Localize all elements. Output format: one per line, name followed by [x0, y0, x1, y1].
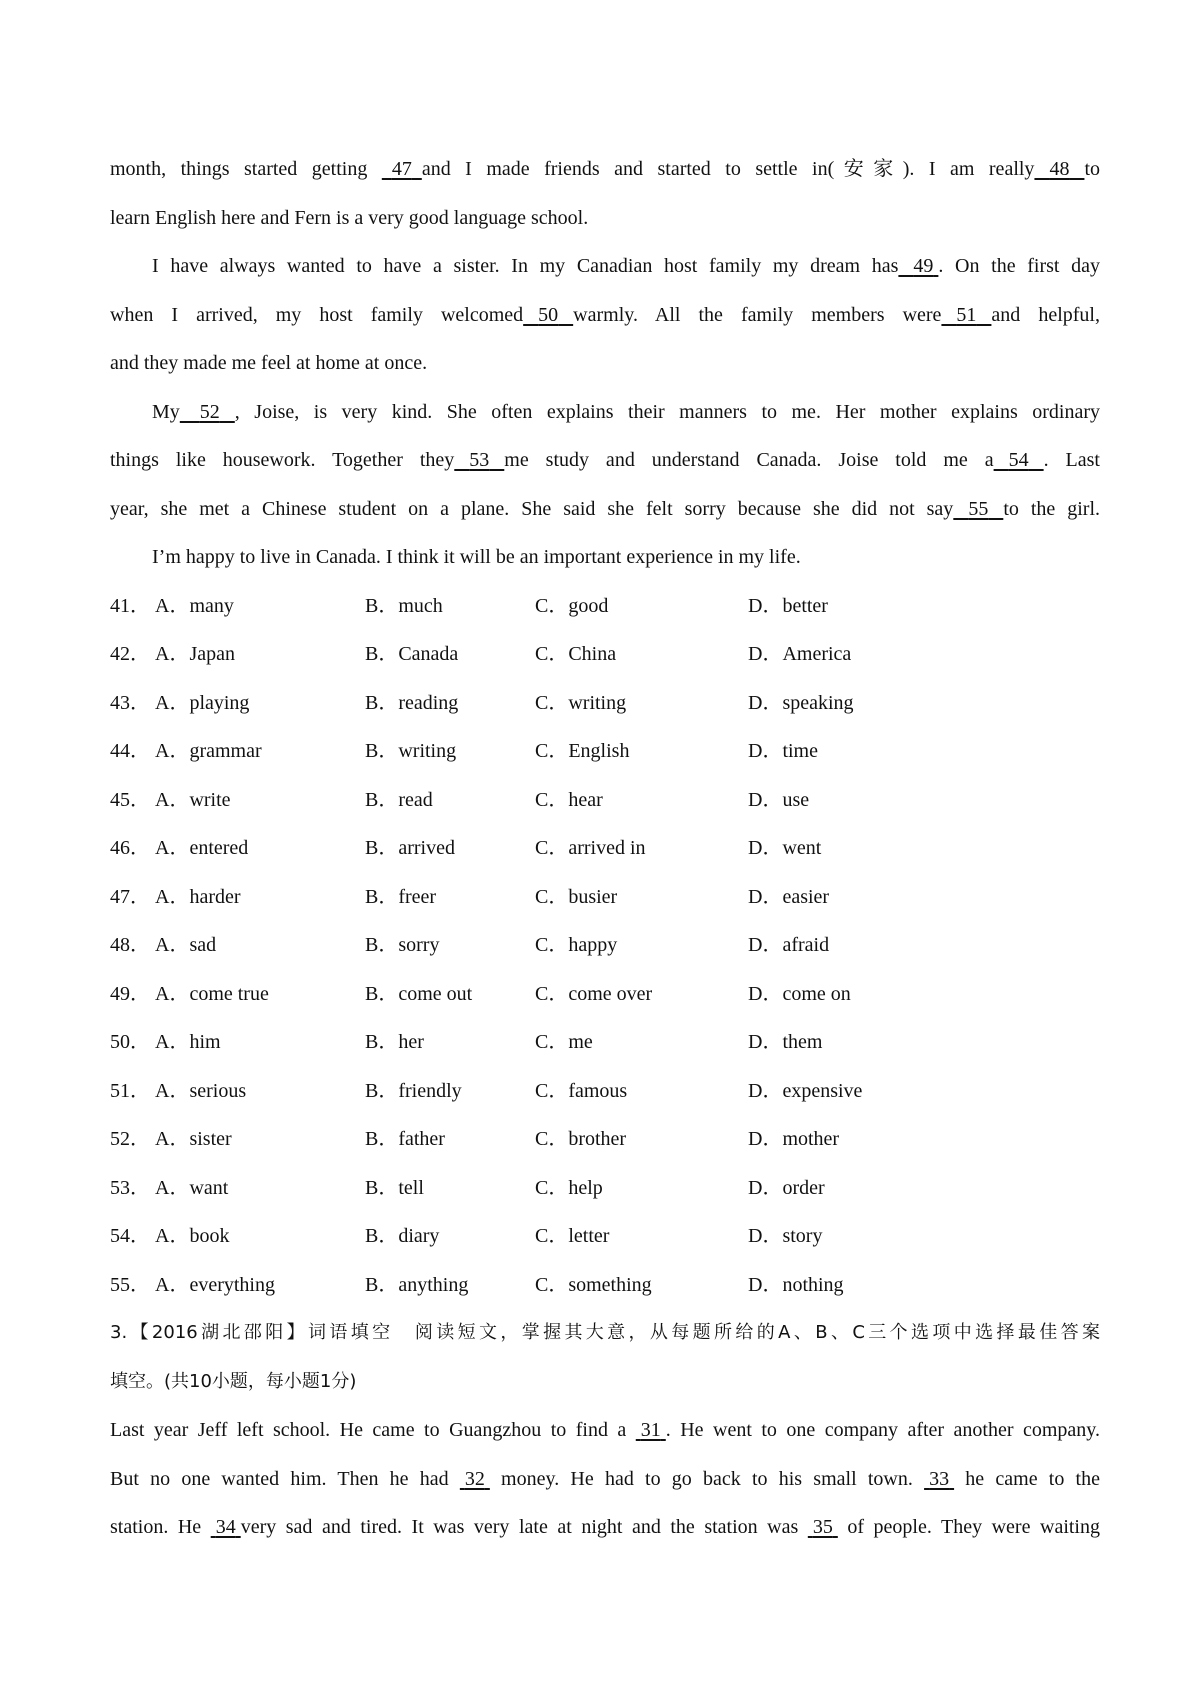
passage-line	[110, 1508, 1100, 1557]
option-row	[110, 1169, 1100, 1218]
text: to	[1084, 158, 1100, 180]
option-b: B．reading	[365, 691, 459, 714]
text: , Joise, is very kind. She often explains their manners to me. Her mother explains ordinary	[234, 400, 1100, 423]
question-number: 42．	[110, 643, 150, 665]
option-a: A．Japan	[155, 643, 235, 665]
option-c: C．arrived in	[535, 837, 646, 859]
option-a: A．want	[155, 1176, 229, 1199]
option-d: D．nothing	[748, 1273, 844, 1296]
question-number: 50．	[110, 1031, 150, 1053]
question-number: 49．	[110, 982, 150, 1005]
blank: 54	[1008, 449, 1029, 471]
option-row	[110, 1217, 1100, 1266]
option-row	[110, 1266, 1100, 1315]
text: . He went to one company after another company.	[665, 1419, 1100, 1441]
option-a: A．serious	[155, 1079, 247, 1102]
option-d: D．speaking	[748, 691, 854, 714]
text: year, she met a Chinese student on a plane. She said she felt sorry because she did not say	[110, 497, 954, 520]
option-d: D．expensive	[748, 1079, 863, 1102]
text: and they made me feel at home at once.	[110, 352, 428, 374]
text: me study and understand Canada. Joise told me a	[504, 449, 994, 471]
option-row	[110, 1120, 1100, 1169]
option-row	[110, 878, 1100, 927]
option-d: D．mother	[748, 1128, 840, 1150]
option-d: D．story	[748, 1225, 823, 1247]
option-d: D．them	[748, 1031, 823, 1053]
text: I have always wanted to have a sister. In my Canadian host family my dream has	[152, 255, 899, 277]
blank: 34	[215, 1516, 236, 1538]
option-d: D．time	[748, 740, 818, 762]
blank: 48	[1049, 158, 1070, 180]
section-heading: 3.【2016湖北邵阳】词语填空 阅读短文，掌握其大意，从每题所给的A、B、C三个选项中选择最佳答案	[110, 1322, 1100, 1343]
option-a: A．everything	[155, 1273, 275, 1296]
section-heading-continued: 填空。(共10小题，每小题1分)	[110, 1370, 357, 1392]
text: But no one wanted him. Then he had	[110, 1467, 460, 1490]
option-row	[110, 829, 1100, 878]
option-row	[110, 587, 1100, 636]
text: month, things started getting	[110, 158, 382, 180]
passage-line	[110, 344, 1100, 393]
question-number: 46．	[110, 837, 150, 859]
text: of people. They were waiting	[837, 1516, 1100, 1538]
text: . Last	[1043, 449, 1100, 471]
passage-line	[110, 538, 1100, 587]
question-number: 43．	[110, 691, 150, 714]
text: station. He	[110, 1516, 211, 1538]
option-b: B．come out	[365, 982, 473, 1005]
blank: 53	[469, 449, 490, 471]
passage-line	[110, 296, 1100, 345]
passage-line	[110, 393, 1100, 442]
option-c: C．busier	[535, 885, 618, 908]
text: My	[152, 400, 180, 423]
text: learn English here and Fern is a very good language school.	[110, 206, 589, 229]
text: to the girl.	[1003, 497, 1101, 520]
options-list	[110, 587, 1100, 1315]
option-a: A．playing	[155, 691, 250, 714]
option-d: D．order	[748, 1176, 825, 1199]
question-number: 55．	[110, 1273, 150, 1296]
option-c: C．happy	[535, 934, 618, 956]
blank: 52	[199, 400, 220, 423]
text: warmly. All the family members were	[573, 303, 942, 326]
option-c: C．writing	[535, 691, 627, 714]
option-b: B．freer	[365, 885, 437, 908]
blank: 32	[464, 1467, 485, 1490]
option-c: C．English	[535, 740, 630, 762]
text: very sad and tired. It was very late at night and the station was	[240, 1516, 808, 1538]
blank: 49	[913, 255, 934, 277]
option-d: D．America	[748, 643, 852, 665]
option-row	[110, 684, 1100, 733]
option-c: C．help	[535, 1176, 603, 1199]
passage-line	[110, 247, 1100, 296]
option-c: C．China	[535, 643, 617, 665]
passage-line	[110, 1460, 1100, 1509]
question-number: 52．	[110, 1128, 150, 1150]
option-a: A．grammar	[155, 740, 262, 762]
text: when I arrived, my host family welcomed	[110, 303, 524, 326]
blank: 50	[538, 303, 559, 326]
option-a: A．sad	[155, 934, 217, 956]
question-number: 44．	[110, 740, 150, 762]
text: things like housework. Together they	[110, 449, 455, 471]
blank: 31	[640, 1419, 661, 1441]
text: he came to the	[954, 1467, 1100, 1490]
text: . On the first day	[938, 255, 1100, 277]
blank: 51	[956, 303, 977, 326]
option-d: D．afraid	[748, 934, 830, 956]
passage-line	[110, 199, 1100, 248]
option-c: C．brother	[535, 1128, 627, 1150]
option-row	[110, 1023, 1100, 1072]
option-d: D．went	[748, 837, 822, 859]
blank: 55	[968, 497, 989, 520]
option-a: A．entered	[155, 837, 249, 859]
option-b: B．diary	[365, 1225, 440, 1247]
option-row	[110, 975, 1100, 1024]
blank: 35	[812, 1516, 833, 1538]
question-number: 45．	[110, 788, 150, 811]
option-c: C．me	[535, 1031, 593, 1053]
option-b: B．sorry	[365, 934, 440, 956]
text: and I made friends and started to settle in(安家). I am really	[421, 158, 1035, 180]
text: Last year Jeff left school. He came to Guangzhou to find a	[110, 1419, 636, 1441]
question-number: 41．	[110, 594, 150, 617]
option-row	[110, 732, 1100, 781]
question-number: 47．	[110, 885, 150, 908]
option-a: A．many	[155, 594, 234, 617]
option-row	[110, 926, 1100, 975]
option-d: D．use	[748, 788, 810, 811]
blank: 33	[929, 1467, 950, 1490]
option-c: C．letter	[535, 1225, 610, 1247]
question-number: 48．	[110, 934, 150, 956]
option-c: C．come over	[535, 982, 653, 1005]
option-b: B．writing	[365, 740, 457, 762]
option-d: D．better	[748, 594, 828, 617]
blank: 47	[391, 158, 412, 180]
option-c: C．something	[535, 1273, 652, 1296]
option-b: B．Canada	[365, 643, 459, 665]
option-row	[110, 635, 1100, 684]
option-a: A．come true	[155, 982, 269, 1005]
passage	[110, 150, 1100, 587]
section-3	[110, 1314, 1100, 1557]
passage-line	[110, 490, 1100, 539]
question-number: 54．	[110, 1225, 150, 1247]
option-a: A．him	[155, 1031, 221, 1053]
option-c: C．famous	[535, 1079, 628, 1102]
option-b: B．friendly	[365, 1079, 462, 1102]
option-b: B．her	[365, 1031, 424, 1053]
option-b: B．much	[365, 594, 443, 617]
passage-line	[110, 1411, 1100, 1460]
option-d: D．easier	[748, 885, 830, 908]
option-b: B．anything	[365, 1273, 469, 1296]
option-row	[110, 1072, 1100, 1121]
option-row	[110, 781, 1100, 830]
option-a: A．sister	[155, 1128, 232, 1150]
option-b: B．father	[365, 1128, 445, 1150]
option-a: A．book	[155, 1225, 230, 1247]
option-c: C．hear	[535, 788, 603, 811]
option-b: B．arrived	[365, 837, 455, 859]
passage-line	[110, 150, 1100, 199]
option-b: B．tell	[365, 1176, 424, 1199]
option-a: A．write	[155, 788, 231, 811]
question-number: 53．	[110, 1176, 150, 1199]
option-a: A．harder	[155, 885, 241, 908]
passage-line	[110, 441, 1100, 490]
option-d: D．come on	[748, 982, 851, 1005]
document-content	[110, 150, 1100, 1557]
option-b: B．read	[365, 788, 433, 811]
text: and helpful,	[991, 303, 1100, 326]
option-c: C．good	[535, 594, 609, 617]
text: I’m happy to live in Canada. I think it will be an important experience in my life.	[152, 546, 801, 568]
question-number: 51．	[110, 1079, 150, 1102]
text: money. He had to go back to his small town.	[489, 1467, 925, 1490]
